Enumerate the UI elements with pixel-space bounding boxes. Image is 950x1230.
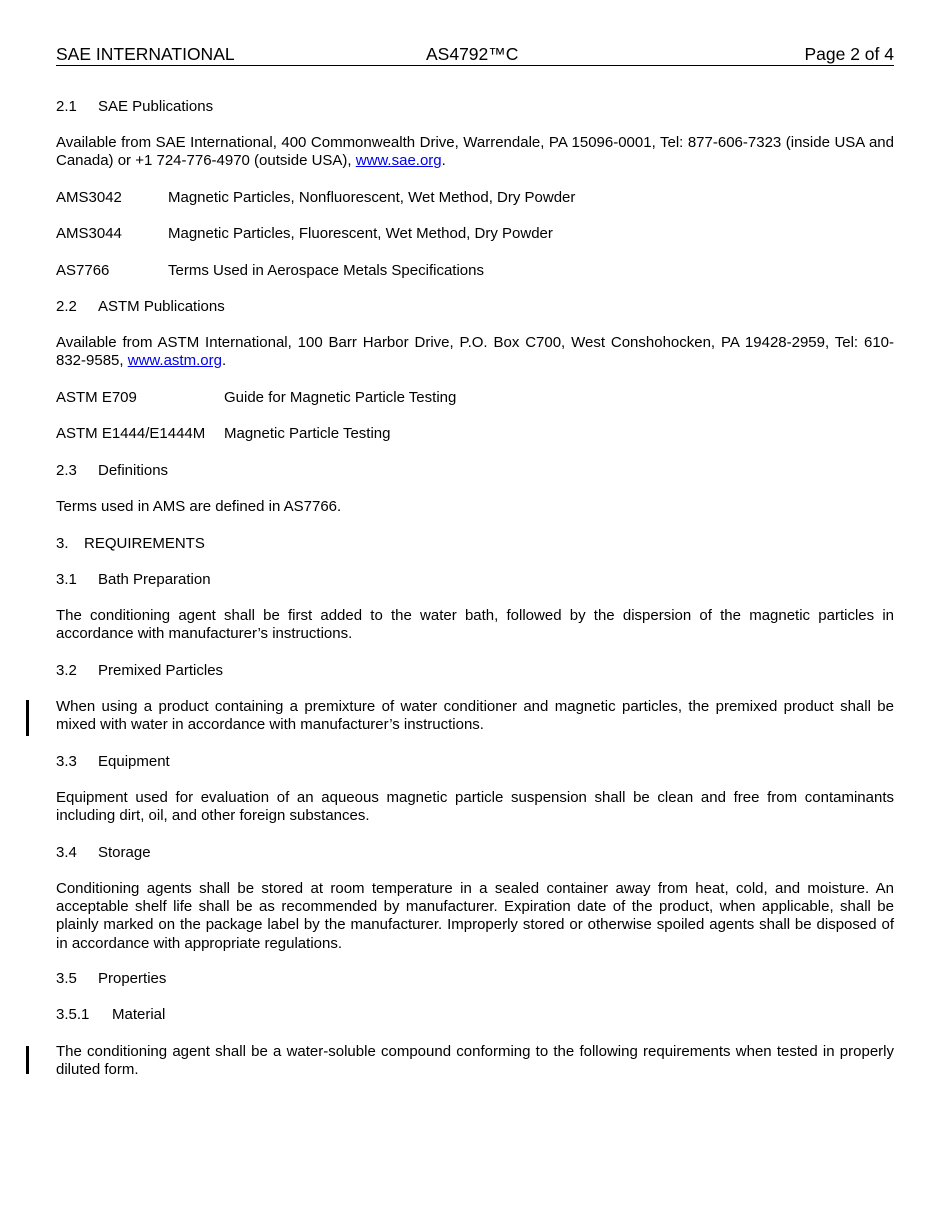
paragraph: Conditioning agents shall be stored at room temperature in a sealed container away from heat, cold, and moisture. An acceptable shelf life shall be as recommended by manufacturer. Expiration date of the product, when applicable, shall be plainly marked on the package label by the manufacturer. Improperly stored or otherwise spoiled agents shall be disposed of in accordance with appropriate regulations. [56,880,894,952]
section-title: SAE Publications [98,98,214,115]
paragraph: The conditioning agent shall be first added to the water bath, followed by the dispersion of the magnetic particles in accordance with manufacturer’s instructions. [56,607,894,643]
reference-code: ASTM E1444/E1444M [56,425,206,442]
section-title: Material [112,1006,166,1023]
section-heading [56,462,894,480]
section-number: 2.1 [56,98,77,115]
paragraph: When using a product containing a premixture of water conditioner and magnetic particles, the premixed product shall be mixed with water in accordance with manufacturer’s instructions. [56,698,894,734]
section-heading [56,571,894,589]
paragraph: Equipment used for evaluation of an aqueous magnetic particle suspension shall be clean and free from contaminants including dirt, oil, and other foreign substances. [56,789,894,825]
section-heading [56,844,894,862]
section-number: 3.5.1 [56,1006,90,1023]
reference-title: Magnetic Particles, Fluorescent, Wet Method, Dry Powder [168,225,553,242]
section-heading [56,98,894,116]
section-title: REQUIREMENTS [84,535,205,552]
section-heading [56,753,894,771]
section-number: 3.4 [56,844,77,861]
paragraph-text: Available from ASTM International, 100 Barr Harbor Drive, P.O. Box C700, West Conshohocken, PA 19428-2959, Tel: 610-832-9585, [56,334,894,370]
section-title: Bath Preparation [98,571,211,588]
section-number: 2.3 [56,462,77,479]
reference-item [56,262,894,280]
reference-title: Magnetic Particles, Nonfluorescent, Wet Method, Dry Powder [168,189,576,206]
reference-item [56,189,894,207]
paragraph: Available from SAE International, 400 Commonwealth Drive, Warrendale, PA 15096-0001, Tel: 877-606-7323 (inside USA and Canada) or +1 724-776-4970 (outside USA), www.sae.org. [56,134,894,170]
astm-website-link[interactable]: www.astm.org [127,352,222,370]
section-title: Definitions [98,462,169,479]
paragraph: The conditioning agent shall be a water-soluble compound conforming to the following requirements when tested in properly diluted form. [56,1043,894,1079]
reference-title: Guide for Magnetic Particle Testing [224,389,457,406]
section-number: 3.5 [56,970,77,987]
reference-item [56,389,894,407]
section-title: Properties [98,970,167,987]
paragraph-text: Available from SAE International, 400 Commonwealth Drive, Warrendale, PA 15096-0001, Tel: 877-606-7323 (inside USA and Canada) or +1 724-776-4970 (outside USA), [56,134,894,170]
section-title: Equipment [98,753,170,770]
revision-bar [26,1046,29,1074]
section-title: Premixed Particles [98,662,224,679]
section-number: 3.3 [56,753,77,770]
header-org: SAE INTERNATIONAL [56,44,235,64]
reference-code: AMS3044 [56,225,122,242]
revision-bar [26,700,29,736]
section-number: 3.2 [56,662,77,679]
section-title: Storage [98,844,151,861]
reference-item [56,225,894,243]
document-page [56,0,894,1230]
page-header [56,44,894,66]
section-number: 2.2 [56,298,77,315]
section-heading [56,1006,894,1024]
paragraph: Terms used in AMS are defined in AS7766. [56,498,342,515]
paragraph: Available from ASTM International, 100 Barr Harbor Drive, P.O. Box C700, West Conshohocken, PA 19428-2959, Tel: 610-832-9585, www.astm.org. [56,334,894,370]
section-number: 3. [56,535,69,552]
section-heading [56,535,894,553]
section-heading [56,662,894,680]
header-page-number: Page 2 of 4 [804,44,894,64]
section-heading [56,970,894,988]
section-number: 3.1 [56,571,77,588]
sae-website-link[interactable]: www.sae.org [355,152,442,170]
section-heading [56,298,894,316]
section-title: ASTM Publications [98,298,225,315]
reference-title: Terms Used in Aerospace Metals Specifications [168,262,484,279]
reference-code: ASTM E709 [56,389,137,406]
reference-code: AMS3042 [56,189,122,206]
reference-code: AS7766 [56,262,110,279]
reference-title: Magnetic Particle Testing [224,425,391,442]
header-doc-number: AS4792™C [426,44,519,64]
reference-item [56,425,894,443]
